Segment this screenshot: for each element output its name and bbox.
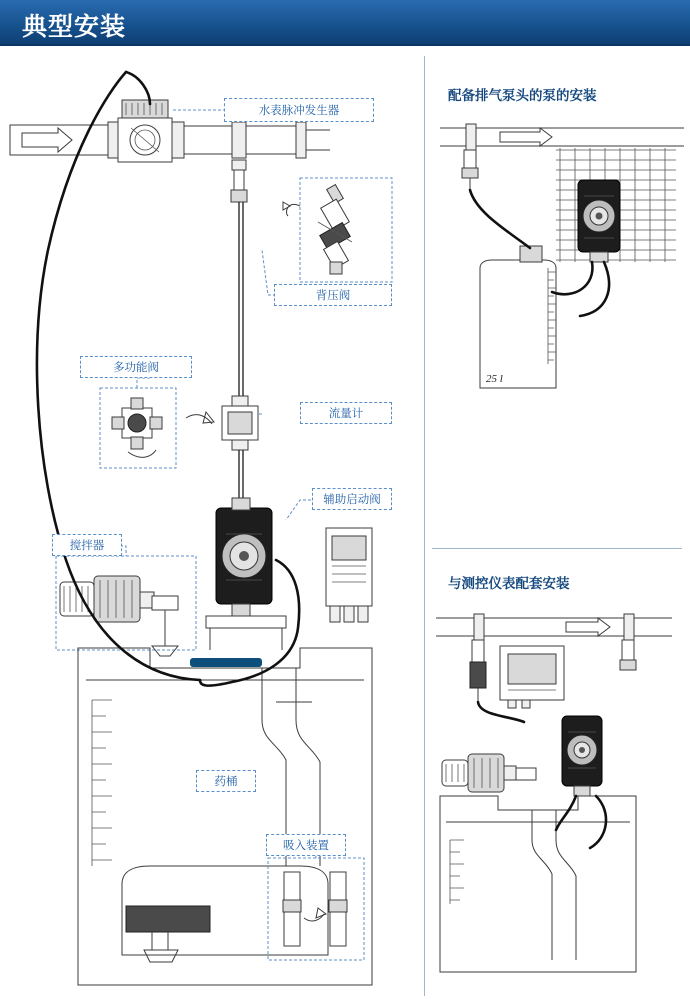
callout-back-pressure-valve-label: 背压阀 [315,290,351,302]
callout-suction-device-label: 吸入装置 [283,840,329,852]
right-top-section-title: 配备排气泵头的泵的安装 [448,88,597,103]
callout-agitator-label: 搅拌器 [69,540,105,552]
page-title: 典型安装 [22,13,127,41]
tank-volume-label: 25 l [486,373,503,385]
callout-multi-function-valve-label: 多功能阀 [113,362,159,374]
callout-water-meter-label: 水表脉冲发生器 [258,105,340,117]
right-bottom-section-title: 与测控仪表配套安装 [448,576,570,591]
callout-aux-start-valve-label: 辅助启动阀 [323,494,381,506]
callout-chemical-tank-label: 药桶 [214,776,238,788]
callout-flow-meter-label: 流量计 [328,408,364,420]
